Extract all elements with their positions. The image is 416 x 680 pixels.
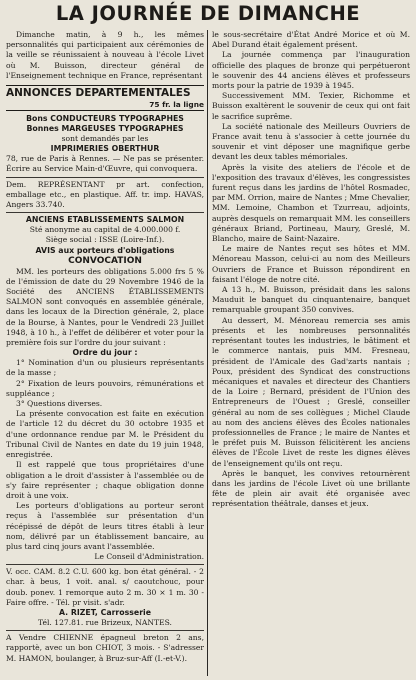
ad1-title-a: Bons CONDUCTEURS TYPOGRAPHES (26, 114, 184, 124)
headline: LA JOURNÉE DE DIMANCHE (55, 2, 361, 25)
ad6: A Vendre CHIENNE épagneul breton 2 ans, rapportè, avec un bon CHIOT, 3 mois. - S'adresser M. HAMON, boulanger, à Bruz-sur-Aff (I.-et-V.). (6, 633, 204, 663)
ad2: Dem. REPRÉSENTANT pr art. confection, emballage etc., en plastique. Aff. tr. imp. HAVAS, Angers 33.740. (6, 179, 204, 210)
ordre-item-3: 3° Questions diverses. (16, 399, 103, 409)
left-column (6, 30, 204, 664)
ad3-avis: AVIS aux porteurs d'obligations (35, 245, 175, 255)
separator (6, 564, 204, 565)
signature: Le Conseil d'Administration. (94, 552, 204, 562)
ordre-item-2: 2° Fixation de leurs pouvoirs, rémunérations et suppléance ; (6, 378, 204, 398)
ad5-title: A. RIZET, Carrosserie (58, 607, 152, 617)
convocation-p4: Les porteurs d'obligations au porteur seront reçus à l'assemblée sur présentation d'un récépissé de dépôt de leurs titres établi à leur nom, délivré par un établissement bancaire, au plus tard cinq jours avant l'assemblée. (6, 501, 204, 551)
annonces-price: 75 fr. la ligne (149, 100, 204, 110)
ad1-text: sont demandés par les (61, 134, 149, 144)
ad1-title-b: Bonnes MARGEUSES TYPOGRAPHES (26, 124, 184, 134)
annonces-rule-top (6, 85, 204, 86)
separator (6, 212, 204, 213)
ad3-siege: Siège social : ISSE (Loire-Inf.). (45, 235, 165, 245)
article-p8: Au dessert, M. Ménoreau remercia ses amis présents et les nombreuses personnalités représentant toutes les industries, le bâtiment et le commerce nantais, puis MM. Fresneau, président de l'Amicale des Gad'zarts nantais ; Poux, président des Syndicat des constructions mécaniques et navales et directeur des Chantiers de la Loire ; Bernard, président de l'Union des Entrepreneurs de l'Ouest ; Greslé, conseiller général au nom de ses collègues ; Michel Claude au nom des anciens élèves des Écoles nationales professionnelles de France ; le maire de Nantes et le préfet puis M. Buisson félicitèrent les anciens élèves de l'École Livet de reste les dignes élèves de l'enseignement qu'ils ont reçu. (212, 315, 410, 468)
ad4: V. occ. CAM. 8.2 C.U. 600 kg. bon état général. - 2 char. à beus, 1 voit. anal. s/ caoutchouc, pour doub. ponev. 1 remorque auto 2 m. 30 × 1 m. 30 - Faire offre. - Tél. pr visit. s'adr. (6, 567, 204, 607)
separator (6, 177, 204, 178)
article-p6: Le maire de Nantes reçut ses hôtes et MM. Ménoreau Masson, celui-ci au nom des Meilleurs Ouvriers de France et Buisson répondirent en faisant l'éloge de notre cité. (212, 244, 410, 284)
convocation-p2: La présente convocation est faite en exécution de l'article 12 du décret du 30 octobre 1935 et d'une ordonnance rendue par M. le Président du Tribunal Civil de Nantes en date du 19 juin 1948, enregistrée. (6, 409, 204, 460)
ad5-address: Tél. 127.81. rue Brizeux, NANTES. (38, 617, 172, 627)
annonces-title: ANNONCES DEPARTEMENTALES (6, 87, 191, 100)
ad3-title: ANCIENS ETABLISSEMENTS SALMON (25, 215, 185, 225)
separator (6, 630, 204, 631)
ad1-address: 78, rue de Paris à Rennes. — Ne pas se présenter. Écrire au Service Main-d'Œuvre, qui convoquera. (6, 154, 204, 174)
ordre-title: Ordre du jour : (72, 348, 138, 358)
ordre-item-1: 1° Nomination d'un ou plusieurs représentants de la masse ; (6, 358, 204, 378)
column-rule (207, 30, 208, 676)
article-intro: Dimanche matin, à 9 h., les mêmes personnalités qui participaient aux cérémonies de la veille se réunissaient à nouveau à l'école Livet où M. Buisson, directeur général de l'Enseignement technique en France, représentant (6, 30, 204, 80)
article-p4: La société nationale des Meilleurs Ouvriers de France avait tenu à s'associer à cette journée du souvenir et vint déposer une magnifique gerbe devant les deux tables mémoriales. (212, 121, 410, 162)
ad3-sub: Sté anonyme au capital de 4.000.000 f. (29, 225, 181, 235)
convocation-body: MM. les porteurs des obligations 5.000 frs 5 % de l'émission de date du 29 Novembre 1946 de la Société des ANCIENS ÉTABLISSEMENTS SALMON sont convoqués en assemblée générale, dans les locaux de la Direction générale, 2, place de la Bourse, à Nantes, pour le Vendredi 23 Juillet 1948, à 10 h., à l'effet de délibérer et voter pour la première fois sur l'ordre du jour suivant : (6, 266, 204, 348)
ad1-company: IMPRIMERIES OBERTHUR (50, 144, 160, 154)
article-p1: le sous-secrétaire d'État André Morice et où M. Abel Durand était également présent. (212, 30, 410, 50)
article-p5: Après la visite des ateliers de l'école et de l'exposition des travaux d'élèves, les congressistes furent reçus dans les jardins de l'hôtel Rosmadec, par MM. Orrion, maire de Nantes ; Mme Chevalier, MM. Lemoine, Chambon et Tzurreau, adjoints, auprès desquels on remarquait MM. les conseillers généraux Briand, Portineau, Maury, Greslé, M. Blancho, maire de Saint-Nazaire. (212, 162, 410, 244)
article-p9: Après le banquet, les convives retournèrent dans les jardins de l'école Livet où une brillante fête de plein air avait été organisée avec représentation théâtrale, danses et jeux. (212, 468, 410, 509)
article-p3: Successivement MM. Texier, Richomme et Buisson exaltèrent le souvenir de ceux qui ont fait le sacrifice suprême. (212, 91, 410, 121)
convocation-title: CONVOCATION (68, 255, 142, 266)
annonces-rule-bottom (6, 110, 204, 111)
convocation-p3: Il est rappelé que tous propriétaires d'une obligation a le droit d'assister à l'assemblée ou de s'y faire représenter ; chaque obligation donne droit à une voix. (6, 460, 204, 500)
article-p2: La journée commença par l'inauguration officielle des plaques de bronze qui perpétueront le souvenir des 44 anciens élèves et professeurs morts pour la patrie de 1939 à 1945. (212, 50, 410, 91)
right-column (212, 30, 410, 510)
article-p7: A 13 h., M. Buisson, présidait dans les salons Mauduit le banquet du cinquantenaire, banquet remarquable groupant 350 convives. (212, 285, 410, 315)
